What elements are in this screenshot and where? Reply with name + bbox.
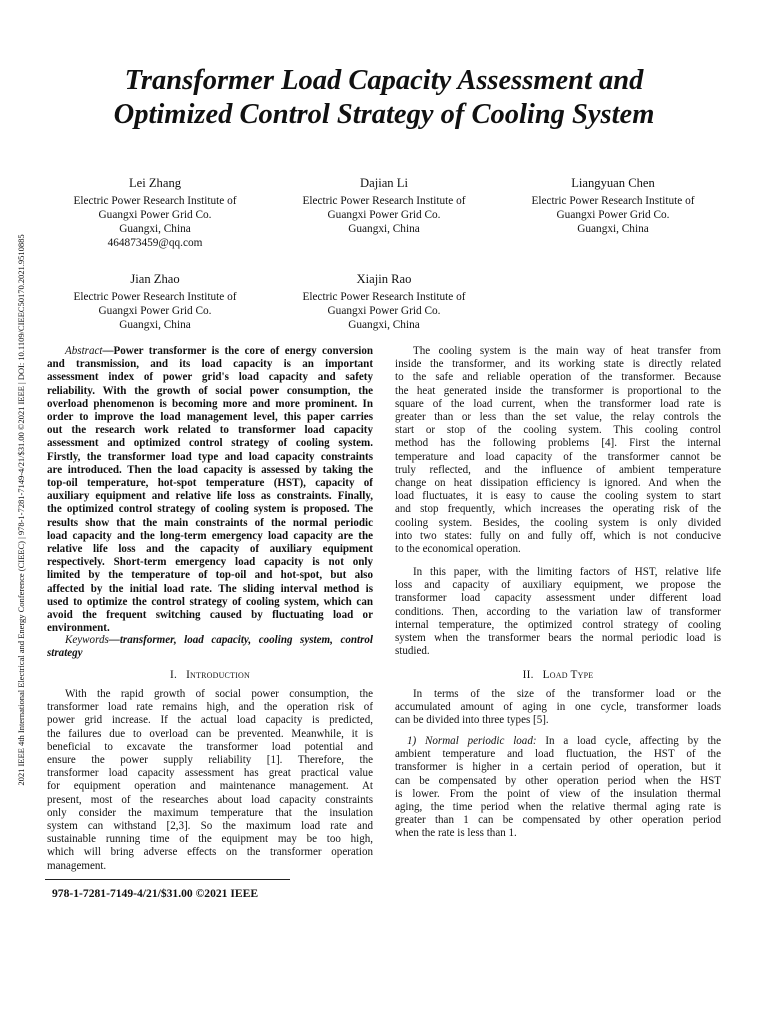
abstract-line: order to improve the load management level, this paper carries [47, 411, 373, 424]
body-line: greater than 1 can be compensated by other operation period [395, 814, 721, 827]
copyright-footer: 978-1-7281-7149-4/21/$31.00 ©2021 IEEE [52, 887, 259, 900]
author-location: Guangxi, China [119, 223, 191, 235]
intro-line: beneficial to excavate the transformer load potential and [47, 740, 373, 753]
doi-sidebar [10, 195, 32, 825]
author-location: Guangxi, China [348, 223, 420, 235]
footer-rule [45, 879, 290, 880]
abstract-line: are introduced. Then the load capacity is assessed by taking the [47, 463, 373, 476]
body-paragraph [395, 688, 721, 728]
abstract-line: assessment index of power grid's load capacity and safety [47, 371, 373, 384]
body-line: conditions. Then, according to the variation law of transformer [395, 605, 721, 618]
body-line: loss and capacity of auxiliary equipment, we propose the [395, 579, 721, 592]
body-line: temperature and load capacity of the transformer cannot be [395, 450, 721, 463]
body-line: can be divided into three types [5]. [395, 714, 549, 727]
body-line: to the safe and reliable operation of the transformer. Because [395, 371, 721, 384]
intro-line: power grid increase. If the actual load capacity is predicted, [47, 714, 373, 727]
intro-line: transformer load capacity assessment has great practical value [47, 767, 373, 780]
keywords-first-line [47, 634, 373, 647]
abstract-line: overload phenomenon is becoming more and more prominent. In [47, 397, 373, 410]
body-line: studied. [395, 645, 430, 658]
body-line: aging, the time period when the relative thermal aging rate is [395, 801, 721, 814]
section-number: I. [169, 669, 177, 681]
intro-line: which will bring adverse effects on the transformer operation [47, 846, 373, 859]
author-name: Liangyuan Chen [571, 176, 655, 190]
intro-line: sustainable running time of the equipment may be too high, [47, 833, 373, 846]
body-line: can be compensated by other operation period when the HST [395, 774, 721, 787]
keywords-line: strategy [47, 647, 83, 660]
abstract [47, 345, 373, 635]
author-affiliation: Electric Power Research Institute of [302, 291, 466, 303]
body-line: truly reflected, and the influence of ambient temperature [395, 463, 721, 476]
body-line: ambient temperature and load fluctuation, the HST of the [395, 748, 721, 761]
body-line: into two states: fully on and fully off, which is not conducive [395, 529, 721, 542]
keywords [47, 634, 373, 660]
abstract-line: environment. [47, 622, 110, 635]
doi-sidebar-text: 2021 IEEE 4th International Electrical and Energy Conference (CIEEC) | 978-1-7281-7149-4/21/$31.00 ©2021 IEEE | DOI: 10.1109/CIEEC50170.2021.9510885 [16, 234, 26, 786]
author-affiliation: Electric Power Research Institute of [302, 195, 466, 207]
intro-line: transformer load rate remains high, and the operation risk of [47, 701, 373, 714]
abstract-label: Abstract [65, 345, 103, 357]
intro-line: present, most of the researches about load capacity constraints [47, 793, 373, 806]
section-title: Introduction [186, 669, 250, 681]
body-line: accumulated amount of aging in one cycle, transformer loads [395, 701, 721, 714]
abstract-line: auxiliary equipment and relative life loss as constraints. Finally, [47, 490, 373, 503]
author-affiliation: Electric Power Research Institute of [531, 195, 695, 207]
author-location: Guangxi, China [577, 223, 649, 235]
abstract-line: —Power transformer is the core of energy conversion [102, 345, 373, 357]
body-line: method has the following problems [4]. First the internal [395, 437, 721, 450]
abstract-line: relative life loss and the capacity of auxiliary equipment [47, 543, 373, 556]
abstract-line: results show that the main constraints of the normal periodic [47, 516, 373, 529]
author-block [264, 272, 504, 332]
section-title: Load Type [542, 669, 594, 681]
author-affiliation: Guangxi Power Grid Co. [327, 305, 441, 317]
body-line: In a load cycle, affecting by the [536, 735, 721, 747]
body-line: system when the transformer bears the normal periodic load is [395, 632, 721, 645]
author-affiliation: Guangxi Power Grid Co. [556, 209, 670, 221]
abstract-line: reliability. With the growth of social power consumption, the [47, 384, 373, 397]
intro-line: the failures due to overload can be prevented. Meanwhile, it is [47, 727, 373, 740]
body-line: when the rate is less than 1. [395, 827, 517, 840]
body-line: the heat generated inside the transformer is proportional to the [395, 384, 721, 397]
paper-title [40, 64, 728, 132]
abstract-first-line [47, 345, 373, 358]
section-heading-load-type [395, 669, 721, 681]
author-affiliation: Guangxi Power Grid Co. [327, 209, 441, 221]
author-name: Lei Zhang [128, 176, 182, 190]
author-affiliation: Electric Power Research Institute of [73, 291, 237, 303]
abstract-line: top-oil temperature, hot-spot temperature (HST), capacity of [47, 477, 373, 490]
intro-line: ensure the power supply reliability [1]. Therefore, the [47, 754, 373, 767]
title-line: Transformer Load Capacity Assessment and [124, 65, 644, 96]
intro-line: management. [47, 859, 107, 872]
body-line: is lower. From the point of view of the insulation thermal [395, 787, 721, 800]
author-email[interactable]: 464873459@qq.com [107, 237, 203, 249]
author-affiliation: Electric Power Research Institute of [73, 195, 237, 207]
body-line: In terms of the size of the transformer load or the [413, 688, 721, 700]
author-block [35, 272, 275, 332]
abstract-line: limited by the temperature of top-oil and hot-spot, but also [47, 569, 373, 582]
author-block [264, 176, 504, 236]
body-line: greater than or less than the set value, the relay controls the [395, 411, 721, 424]
title-line: Optimized Control Strategy of Cooling System [113, 99, 655, 130]
author-name: Xiajin Rao [356, 272, 412, 286]
body-line: change on heat dissipation efficiency is ignored. And when the [395, 477, 721, 490]
subsection-heading: 1) Normal periodic load: [407, 735, 537, 747]
author-affiliation: Guangxi Power Grid Co. [98, 305, 212, 317]
body-paragraph [395, 566, 721, 658]
body-line: cooling system. Besides, the cooling system is only divided [395, 516, 721, 529]
body-line: transformer load capacity assessment under different load [395, 592, 721, 605]
keywords-label: Keywords [65, 634, 109, 646]
body-line: to the economical operation. [395, 543, 521, 556]
intro-line: system can withstand [2,3]. So the maximum load rate and [47, 820, 373, 833]
author-name: Dajian Li [360, 176, 408, 190]
abstract-line: respectively. Short-term emergency load capacity is not only [47, 556, 373, 569]
intro-line: for equipment operation and maintenance management. At [47, 780, 373, 793]
introduction-text [47, 688, 373, 873]
author-block [35, 176, 275, 250]
body-line: and stop frequently, which increases the operating risk of the [395, 503, 721, 516]
abstract-line: out the research work related to transformer load capacity [47, 424, 373, 437]
author-location: Guangxi, China [348, 319, 420, 331]
intro-line: only consider the maximum temperature that the insulation [47, 806, 373, 819]
abstract-line: affected by the initial load rate. The sliding interval method is [47, 582, 373, 595]
section-number: II. [522, 669, 534, 681]
body-line: internal temperature, the optimized control strategy of cooling [395, 618, 721, 631]
author-location: Guangxi, China [119, 319, 191, 331]
body-line: In this paper, with the limiting factors of HST, relative life [413, 566, 721, 578]
keywords-line: —transformer, load capacity, cooling system, control [108, 634, 373, 646]
body-line: square of the load current, when the transformer load rate is [395, 397, 721, 410]
body-line: inside the transformer, and its working state is directly related [395, 358, 721, 371]
abstract-line: and transmission, and its load capacity is an important [47, 358, 373, 371]
abstract-line: load capacity and the long-term emergency load capacity are the [47, 529, 373, 542]
abstract-line: assessment and optimized control strategy of cooling system. [47, 437, 373, 450]
section-heading-introduction [47, 669, 373, 681]
body-line: The cooling system is the main way of heat transfer from [413, 345, 721, 357]
abstract-line: avoid the frequent switching caused by fluctuating load or [47, 609, 373, 622]
subsection-first-line [395, 735, 721, 748]
author-name: Jian Zhao [130, 272, 180, 286]
abstract-line: used to optimize the control strategy of cooling system, which can [47, 595, 373, 608]
body-paragraph [395, 345, 721, 556]
author-affiliation: Guangxi Power Grid Co. [98, 209, 212, 221]
abstract-line: the optimized control strategy of cooling system is proposed. The [47, 503, 373, 516]
body-line: load fluctuates, it is easy to cause the cooling system to start [395, 490, 721, 503]
abstract-line: Firstly, the transformer load type and load capacity constraints [47, 450, 373, 463]
intro-line: With the rapid growth of social power consumption, the [65, 688, 373, 700]
author-block [493, 176, 733, 236]
body-line: start or stop of the cooling system. This cooling control [395, 424, 721, 437]
subsection-normal-periodic-load [395, 735, 721, 841]
body-line: transformer is higher in a certain period of operation, but it [395, 761, 721, 774]
